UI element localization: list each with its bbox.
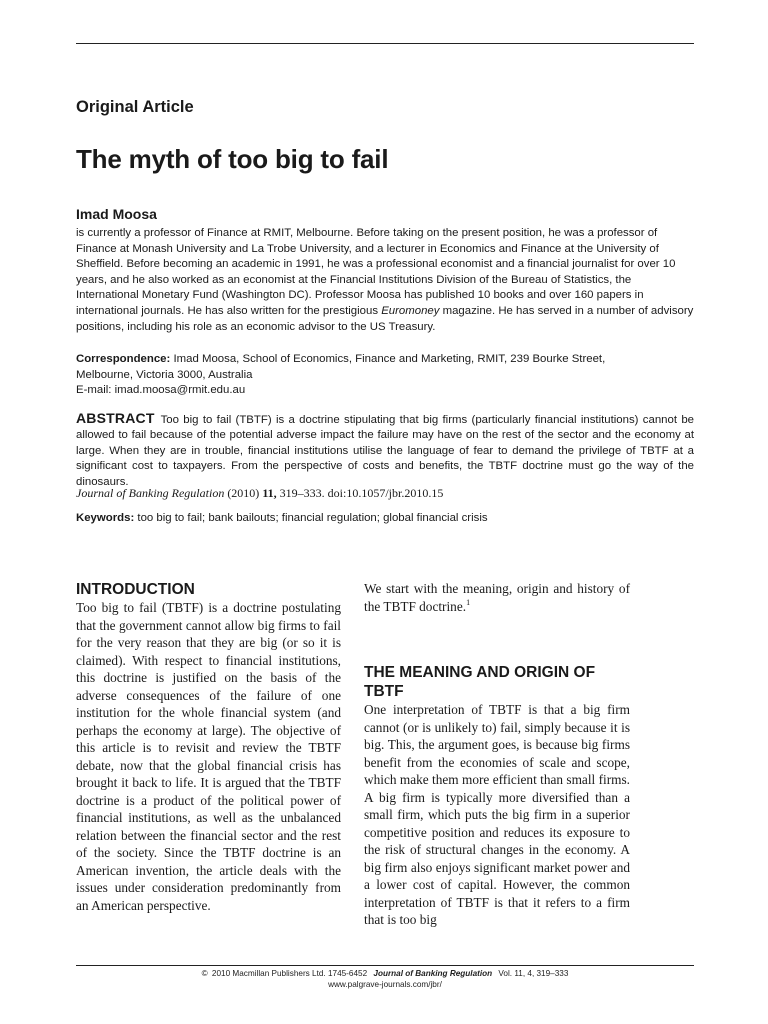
article-type-label: Original Article — [76, 98, 194, 116]
author-bio-text-end: magazine. He has served in a number of advisory positions, including his role as an economic advisor to the US Treasury. — [76, 304, 694, 333]
correspondence-label: Correspondence: — [76, 353, 171, 365]
correspondence-email[interactable]: E-mail: imad.moosa@rmit.edu.au — [76, 384, 246, 397]
meaning-origin-text: One interpretation of TBTF is that a big firm cannot (or is unlikely to) fail, simply because it is big. This, the argument goes, is because big firms benefit from the economies of scale and scope, which make them more efficient than small firms. A big firm is typically more diversified than a small firm, which puts the big firm in a superior competitive position and reduces its exposure to the risk of structural changes in the economy. A big firm also enjoys significant market power and a lower cost of capital. However, the common interpretation of TBTF is that it refers to a firm that is too big — [364, 702, 630, 927]
author-bio-italic: Euromoney — [381, 304, 440, 317]
citation-volume: 11, — [262, 486, 277, 500]
introduction-heading: INTRODUCTION — [76, 581, 195, 598]
citation-pages-doi[interactable]: 319–333. doi:10.1057/jbr.2010.15 — [279, 486, 444, 500]
intro-continued-sentence: We start with the meaning, origin and history of the TBTF doctrine. — [364, 581, 630, 614]
author-name: Imad Moosa — [76, 206, 157, 222]
footer-publisher: 2010 Macmillan Publishers Ltd. 1745-6452 — [211, 969, 368, 978]
bottom-rule — [76, 965, 694, 966]
page-footer — [76, 968, 694, 990]
left-column — [76, 580, 341, 914]
correspondence-block — [76, 352, 694, 399]
keywords-line — [76, 511, 694, 526]
footer-journal: Journal of Banking Regulation — [373, 969, 493, 978]
author-bio-text: is currently a professor of Finance at RMIT, Melbourne. Before taking on the present position, he was a professor of Finance at Monash University and La Trobe University, and a lecturer in Economics and Finance at the University of Sheffield. Before becoming an academic in 1991, he was a professional economist and a financial journalist for over 10 years, and he also worked as an economist at the Financial Institutions Division of the Bureau of Statistics, the International Monetary Fund (Washington DC). Professor Moosa has published 10 books and over 160 papers in international journals. He has also written for the prestigious — [76, 227, 676, 317]
footer-url[interactable]: www.palgrave-journals.com/jbr/ — [328, 980, 442, 989]
footer-volume: Vol. 11, 4, 319–333 — [498, 969, 569, 978]
correspondence-address-line1: Imad Moosa, School of Economics, Finance and Marketing, RMIT, 239 Bourke Street, — [173, 353, 606, 365]
introduction-text: Too big to fail (TBTF) is a doctrine postulating that the government cannot allow big firms to fail for the very reason that they are big (or so it is claimed). With respect to financial institutions, this doctrine is justified on the basis of the adverse consequences of the failure of one institution for the whole financial system (and perhaps the economy at large). The objective of this article is to revisit and review the TBTF debate, now that the global financial crisis has brought it back to life. It is argued that the TBTF doctrine is a product of the political power of financial institutions, as well as the unbalanced relation between the financial sector and the rest of the society. Since the TBTF doctrine is an American invention, the article deals with the issues under consideration predominantly from an American perspective. — [76, 600, 341, 913]
abstract-text: Too big to fail (TBTF) is a doctrine stipulating that big firms (particularly financial institutions) cannot be allowed to fail because of the potential adverse impact the failure may have on the rest of the sector and the economy at large. When they are in trouble, financial institutions utilise the language of fear to demand the privilege of TBTF at a significant cost to taxpayers. From the perspective of costs and benefits, the TBTF doctrine must go the way of the dinosaurs. — [76, 414, 694, 488]
abstract-label: ABSTRACT — [76, 410, 155, 426]
correspondence-address-line2: Melbourne, Victoria 3000, Australia — [76, 368, 253, 381]
top-rule — [76, 43, 694, 44]
copyright-icon: © — [201, 969, 208, 978]
citation-year: (2010) — [227, 486, 260, 500]
citation-line — [76, 486, 694, 501]
right-column — [364, 580, 630, 929]
intro-continued-text — [364, 580, 630, 615]
meaning-origin-heading: THE MEANING AND ORIGIN OF TBTF — [364, 664, 596, 700]
keywords-label: Keywords: — [76, 512, 135, 524]
footnote-ref[interactable]: 1 — [466, 597, 471, 607]
article-title: The myth of too big to fail — [76, 144, 389, 174]
abstract-block — [76, 411, 694, 490]
citation-journal: Journal of Banking Regulation — [76, 486, 225, 500]
author-bio — [76, 226, 694, 335]
keywords-text: too big to fail; bank bailouts; financial regulation; global financial crisis — [137, 512, 488, 524]
